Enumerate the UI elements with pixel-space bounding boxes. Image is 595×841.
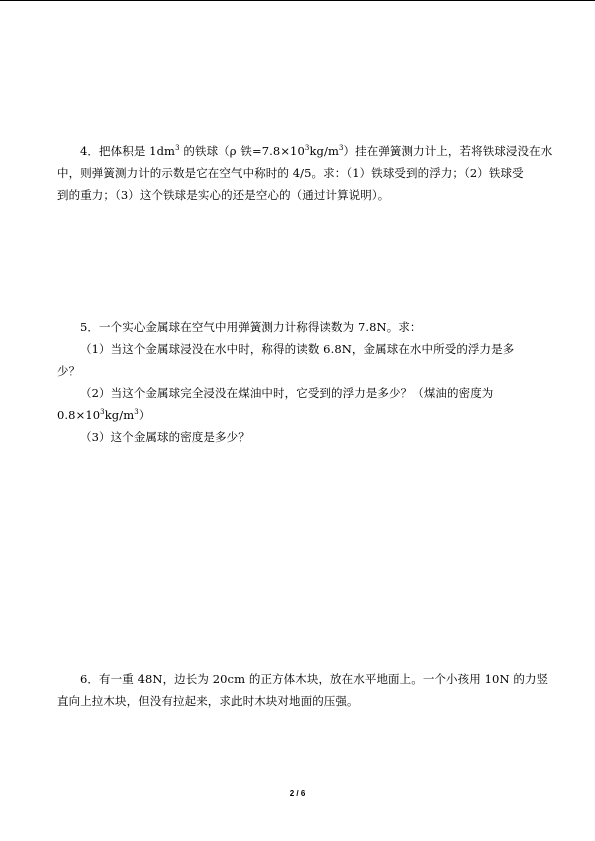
q4-text: kg/m [309, 144, 339, 158]
q4-text: ）挂在弹簧测力计上，若将铁球浸没在水 [343, 144, 553, 158]
q5-text: ） [138, 408, 151, 422]
superscript: 3 [338, 144, 344, 153]
page-number: 2 / 6 [289, 789, 306, 798]
question-4 [57, 140, 553, 206]
q4-text: 4．把体积是 1dm [80, 144, 176, 158]
q4-line-2: 中，则弹簧测力计的示数是它在空气中称时的 4/5。求：（1）铁球受到的浮力；（2）铁球受 [57, 166, 524, 180]
q5-line-3: 少？ [57, 364, 81, 378]
q5-line-6: （3）这个金属球的密度是多少？ [80, 430, 250, 444]
superscript: 3 [175, 144, 180, 153]
question-6 [57, 668, 549, 712]
q5-text: kg/m [104, 408, 135, 422]
superscript: 3 [304, 144, 310, 153]
top-border-line [0, 0, 595, 1]
superscript: 3 [134, 408, 139, 417]
q5-line-5 [57, 404, 541, 426]
q4-line-3: 到的重力；（3）这个铁球是实心的还是空心的（通过计算说明）。 [57, 188, 390, 202]
q5-line-1: 5．一个实心金属球在空气中用弹簧测力计称得读数为 7.8N。求： [80, 320, 422, 334]
question-5 [57, 316, 541, 448]
q5-text: 0.8×10 [57, 408, 101, 422]
q4-line-1 [57, 140, 553, 162]
q5-line-2: （1）当这个金属球浸没在水中时，称得的读数 6.8N，金属球在水中所受的浮力是多 [80, 342, 515, 356]
q4-text: 的铁球（ρ 铁=7.8×10 [179, 144, 305, 158]
q6-line-1: 6．有一重 48N，边长为 20cm 的正方体木块，放在水平地面上。一个小孩用 10N 的力竖 [80, 672, 549, 686]
superscript: 3 [100, 408, 105, 417]
q6-line-2: 直向上拉木块，但没有拉起来，求此时木块对地面的压强。 [57, 694, 359, 708]
q5-line-4: （2）当这个金属球完全浸没在煤油中时，它受到的浮力是多少？（煤油的密度为 [80, 386, 494, 400]
